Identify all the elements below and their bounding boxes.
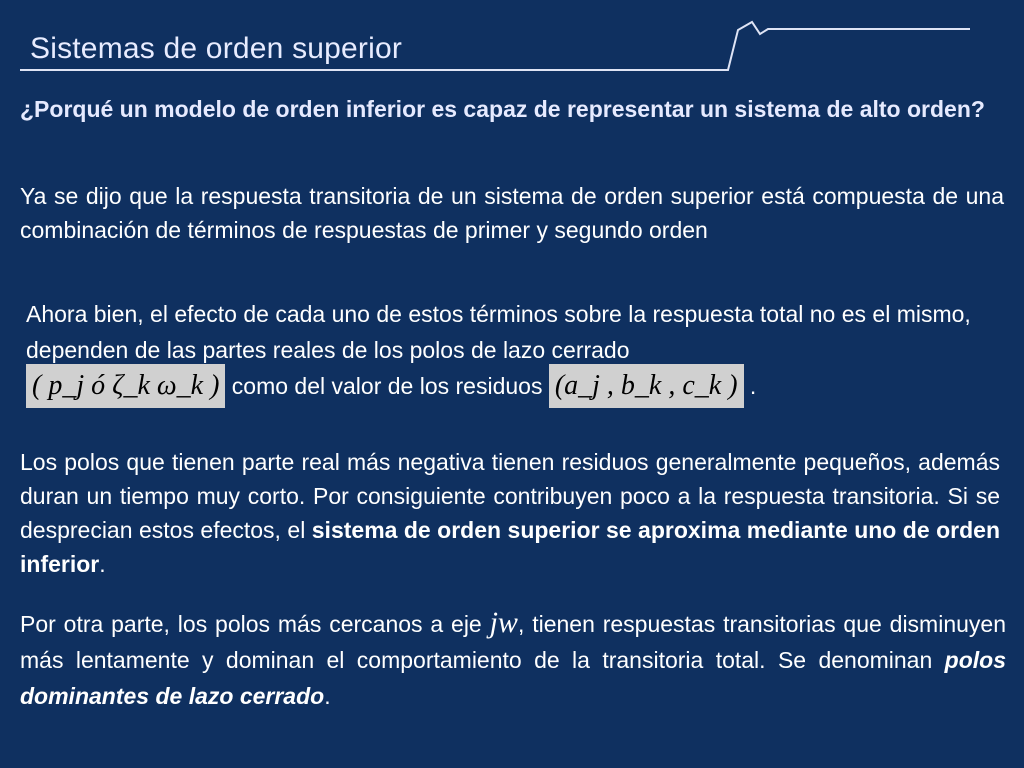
paragraph-negative-poles-end: . — [99, 551, 106, 577]
jw-axis-symbol: jw — [489, 606, 518, 639]
paragraph-effect-text-a: Ahora bien, el efecto de cada uno de estos términos sobre la respuesta total no es el mismo, dependen de las partes reales de los polos de lazo cerrado — [26, 301, 971, 363]
dominant-poles-term: polos dominantes de lazo cerrado — [20, 647, 1006, 709]
slide-title: Sistemas de orden superior — [30, 32, 403, 65]
paragraph-transient-response: Ya se dijo que la respuesta transitoria de un sistema de orden superior está compuesta de una combinación de términos de respuestas de primer y segundo orden — [20, 183, 1004, 243]
paragraph-dominant-poles-end: . — [324, 683, 331, 709]
paragraph-effect-of-terms — [26, 296, 1006, 408]
paragraph-dominant-poles-text-b: , tienen respuestas transitorias que disminuyen más lentamente y dominan el comportamiento de la transitoria total. Se denominan — [20, 611, 1006, 673]
paragraph-effect-text-b: como del valor de los residuos — [225, 373, 549, 400]
paragraph-negative-poles-text: Los polos que tienen parte real más negativa tienen residuos generalmente pequeños, además duran un tiempo muy corto. Por consiguiente contribuyen poco a la respuesta transitoria. Si se desprecian estos efectos, el — [20, 449, 1000, 543]
paragraph-negative-poles — [20, 445, 1000, 581]
paragraph-negative-poles-bold: sistema de orden superior se aproxima mediante uno de orden inferior — [20, 517, 1000, 577]
formula-residues: (a_j , b_k , c_k ) — [549, 364, 744, 408]
paragraph-effect-text-c: . — [743, 373, 757, 400]
paragraph-dominant-poles — [20, 605, 1006, 714]
formula-poles: ( p_j ó ζ_k ω_k ) — [26, 364, 225, 408]
paragraph-dominant-poles-text-a: Por otra parte, los polos más cercanos a eje — [20, 611, 490, 637]
question-heading: ¿Porqué un modelo de orden inferior es capaz de representar un sistema de alto orden? — [20, 96, 985, 122]
